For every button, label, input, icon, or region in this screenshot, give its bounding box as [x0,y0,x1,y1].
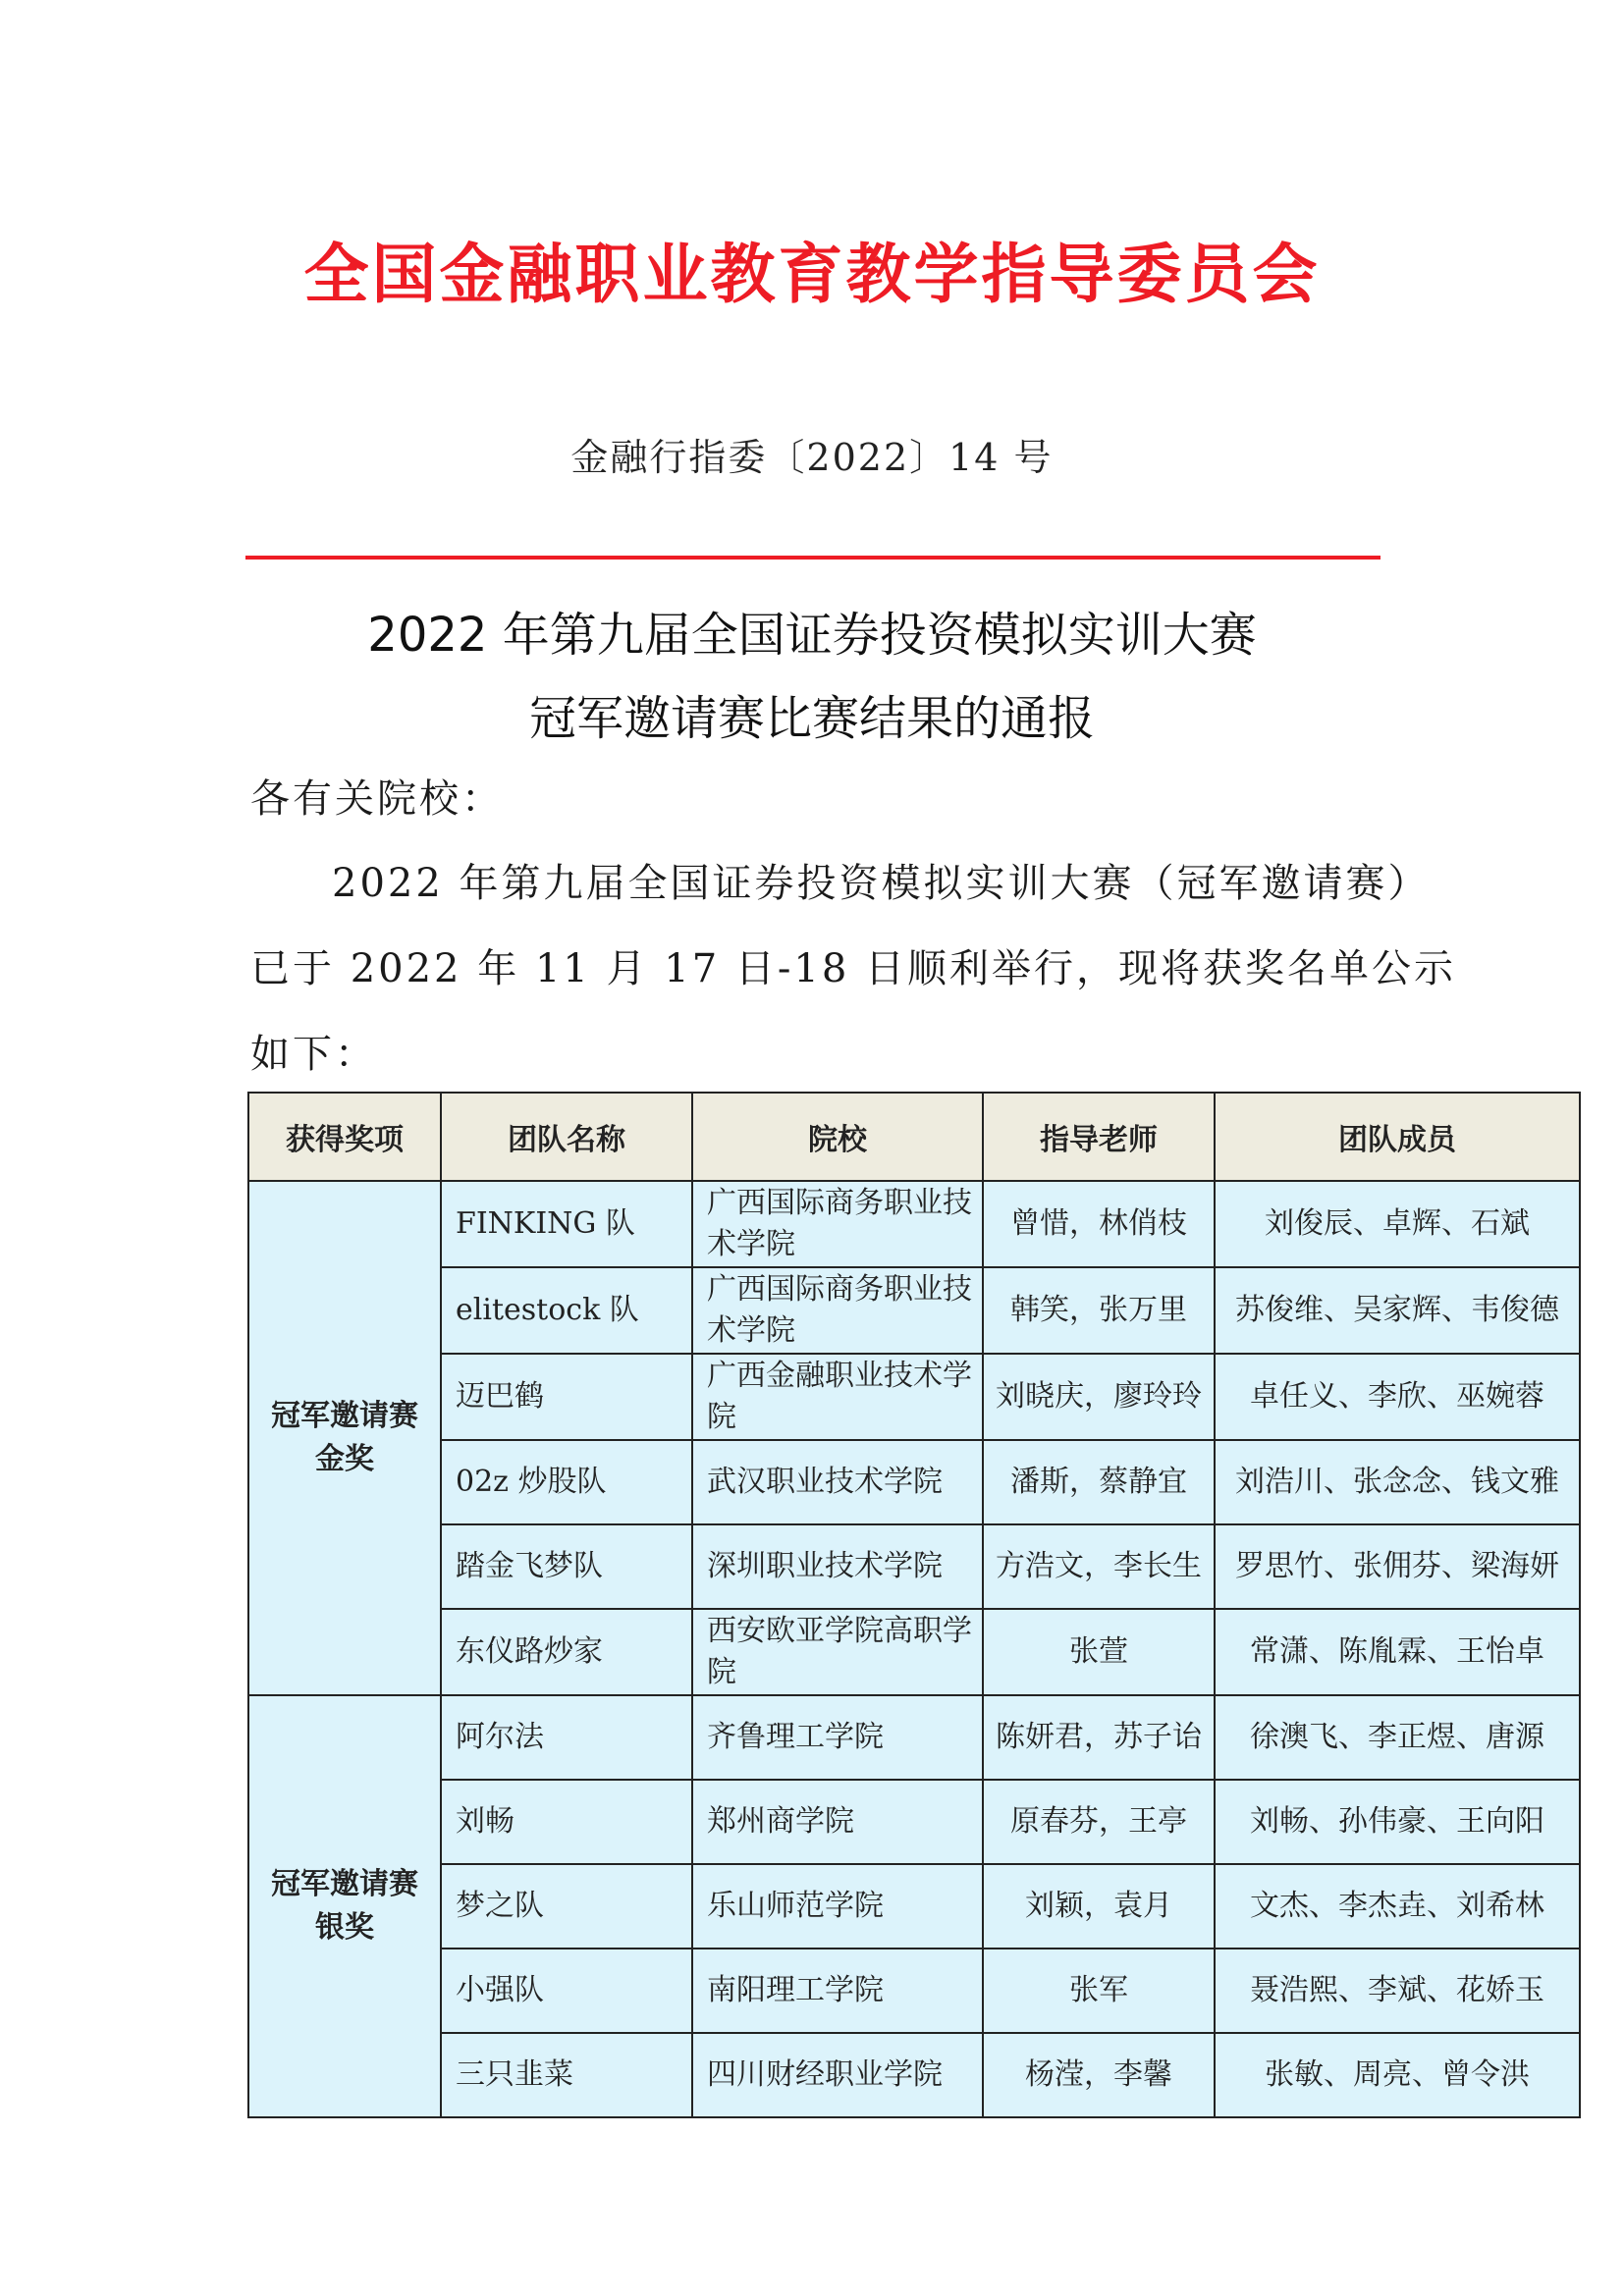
member-names: 刘畅、孙伟豪、王向阳 [1215,1780,1580,1864]
notice-title-line-1: 2022 年第九届全国证券投资模拟实训大赛 [367,608,1257,663]
team-name: 刘畅 [441,1780,692,1864]
member-names: 张敏、周亮、曾令洪 [1215,2033,1580,2117]
member-names: 聂浩熙、李斌、花娇玉 [1215,1949,1580,2033]
table-row [248,1524,1580,1609]
school-name: 乐山师范学院 [692,1864,983,1949]
header-advisor: 指导老师 [983,1093,1215,1181]
member-names: 卓任义、李欣、巫婉蓉 [1215,1354,1580,1440]
team-name: 三只韭菜 [441,2033,692,2117]
member-names: 徐澳飞、李正煜、唐源 [1215,1695,1580,1780]
table-row [248,1181,1580,1267]
red-divider [245,556,1380,560]
table-row [248,1949,1580,2033]
school-name: 广西国际商务职业技术学院 [692,1267,983,1354]
team-name: 迈巴鹤 [441,1354,692,1440]
award-cell-silver [248,1695,441,2117]
team-name: FINKING 队 [441,1181,692,1267]
advisor-names: 曾惜，林俏枝 [983,1181,1215,1267]
advisor-names: 杨滢，李馨 [983,2033,1215,2117]
member-names: 罗思竹、张佣芬、梁海妍 [1215,1524,1580,1609]
org-title: 全国金融职业教育教学指导委员会 [303,237,1321,312]
advisor-names: 刘颖，袁月 [983,1864,1215,1949]
team-name: 东仪路炒家 [441,1609,692,1695]
member-names: 刘俊辰、卓辉、石斌 [1215,1181,1580,1267]
team-name: 梦之队 [441,1864,692,1949]
table-row [248,1780,1580,1864]
award-name: 冠军邀请赛 [271,1399,418,1433]
table-row [248,1609,1580,1695]
team-name: 小强队 [441,1949,692,2033]
body-text-line-2: 已于 2022 年 11 月 17 日-18 日顺利举行，现将获奖名单公示 [250,946,1457,991]
salutation: 各有关院校： [250,776,504,822]
team-name: 踏金飞梦队 [441,1524,692,1609]
advisor-names: 张军 [983,1949,1215,2033]
advisor-names: 韩笑，张万里 [983,1267,1215,1354]
header-award: 获得奖项 [248,1093,441,1181]
school-name: 广西国际商务职业技术学院 [692,1181,983,1267]
advisor-names: 陈妍君，苏子诒 [983,1695,1215,1780]
member-names: 常潇、陈胤霖、王怡卓 [1215,1609,1580,1695]
award-name: 冠军邀请赛 [271,1867,418,1901]
header-members: 团队成员 [1215,1093,1580,1181]
school-name: 西安欧亚学院高职学院 [692,1609,983,1695]
advisor-names: 原春芬，王亭 [983,1780,1215,1864]
advisor-names: 潘斯，蔡静宜 [983,1440,1215,1524]
table-row [248,1440,1580,1524]
table-row [248,2033,1580,2117]
school-name: 齐鲁理工学院 [692,1695,983,1780]
team-name: 02z 炒股队 [441,1440,692,1524]
table-row [248,1267,1580,1354]
body-text-line-3: 如下： [250,1032,377,1077]
document-number: 金融行指委〔2022〕14 号 [570,436,1054,479]
header-team-name: 团队名称 [441,1093,692,1181]
table-row [248,1864,1580,1949]
school-name: 四川财经职业学院 [692,2033,983,2117]
advisor-names: 刘晓庆，廖玲玲 [983,1354,1215,1440]
award-cell-gold [248,1181,441,1695]
table-header-row [248,1093,1580,1181]
member-names: 苏俊维、吴家辉、韦俊德 [1215,1267,1580,1354]
table-row [248,1695,1580,1780]
school-name: 南阳理工学院 [692,1949,983,2033]
advisor-names: 方浩文，李长生 [983,1524,1215,1609]
school-name: 武汉职业技术学院 [692,1440,983,1524]
advisor-names: 张萱 [983,1609,1215,1695]
member-names: 文杰、李杰垚、刘希林 [1215,1864,1580,1949]
body-text-line-1: 2022 年第九届全国证券投资模拟实训大赛（冠军邀请赛） [332,861,1431,906]
school-name: 郑州商学院 [692,1780,983,1864]
awards-table [247,1092,1581,2118]
team-name: 阿尔法 [441,1695,692,1780]
notice-title-line-2: 冠军邀请赛比赛结果的通报 [528,691,1095,746]
table-row [248,1354,1580,1440]
team-name: elitestock 队 [441,1267,692,1354]
award-level: 金奖 [315,1442,374,1476]
award-level: 银奖 [315,1910,374,1945]
member-names: 刘浩川、张念念、钱文雅 [1215,1440,1580,1524]
school-name: 广西金融职业技术学院 [692,1354,983,1440]
header-school: 院校 [692,1093,983,1181]
school-name: 深圳职业技术学院 [692,1524,983,1609]
